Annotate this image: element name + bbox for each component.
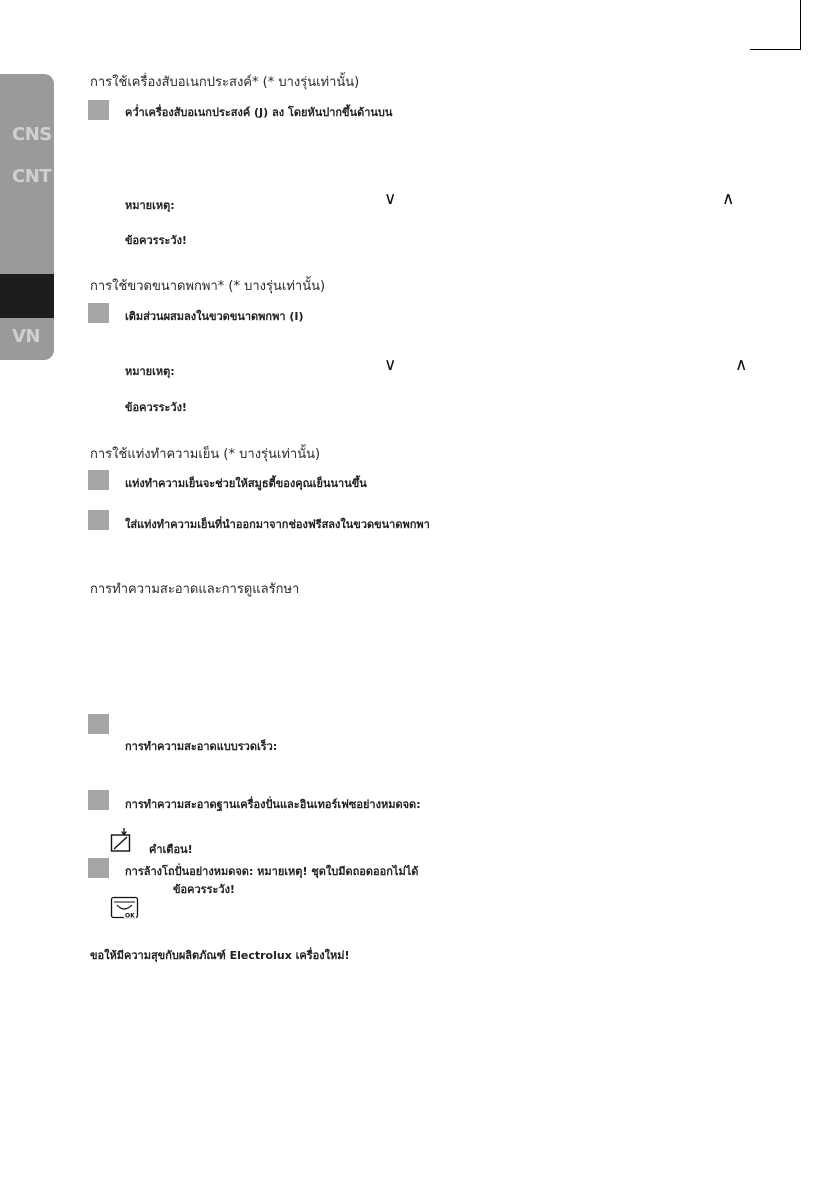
caution-label: ข้อควรระวัง! bbox=[125, 401, 187, 414]
svg-text:OK: OK bbox=[125, 912, 135, 920]
tab-cnt[interactable]: CNT bbox=[12, 166, 52, 187]
crop-mark bbox=[750, 49, 801, 50]
note-label: หมายเหตุ: bbox=[125, 199, 175, 212]
step-text: แท่งทำความเย็นจะช่วยให้สมูธตี้ของคุณเย็นนานขึ้น bbox=[125, 477, 367, 490]
dishwasher-safe-icon bbox=[110, 896, 140, 924]
note-label: หมายเหตุ: bbox=[125, 365, 175, 378]
step-marker bbox=[88, 510, 109, 530]
crop-mark bbox=[800, 0, 801, 50]
warning-label: คำเตือน! bbox=[149, 843, 193, 856]
tab-cns[interactable]: CNS bbox=[12, 124, 52, 145]
deep-clean-jar-label: การล้างโถปั่นอย่างหมดจด: หมายเหตุ! ชุดใบมีดถอดออกไม่ได้ bbox=[125, 865, 419, 878]
tab-vn[interactable]: VN bbox=[12, 326, 40, 347]
section-heading-cleaning: การทำความสะอาดและการดูแลรักษา bbox=[90, 582, 300, 597]
quick-clean-label: การทำความสะอาดแบบรวดเร็ว: bbox=[125, 740, 278, 753]
closing-message: ขอให้มีความสุขกับผลิตภัณฑ์ Electrolux เครื่องใหม่! bbox=[90, 949, 350, 962]
step-marker bbox=[88, 100, 109, 120]
step-marker bbox=[88, 470, 109, 490]
chevron-up-icon: ∧ bbox=[735, 355, 748, 375]
chevron-up-icon: ∧ bbox=[722, 189, 735, 209]
step-text: คว่ำเครื่องสับอเนกประสงค์ (J) ลง โดยหันปากขึ้นด้านบน bbox=[125, 106, 393, 119]
section-heading-blender: การใช้เครื่องสับอเนกประสงค์* (* บางรุ่นเท่านั้น) bbox=[90, 75, 360, 90]
step-marker bbox=[88, 303, 109, 323]
section-heading-cooling: การใช้แท่งทำความเย็น (* บางรุ่นเท่านั้น) bbox=[90, 447, 321, 462]
step-marker bbox=[88, 858, 109, 878]
step-text: เติมส่วนผสมลงในขวดขนาดพกพา (I) bbox=[125, 310, 304, 323]
chevron-down-icon: ∨ bbox=[384, 189, 397, 209]
step-text: ใส่แท่งทำความเย็นที่นำออกมาจากช่องฟรีสลงในขวดขนาดพกพา bbox=[125, 518, 430, 531]
step-marker bbox=[88, 790, 109, 810]
unplug-warning-icon bbox=[110, 827, 134, 857]
language-tab-strip bbox=[0, 74, 54, 360]
caution-label: ข้อควรระวัง! bbox=[125, 234, 187, 247]
section-heading-bottle: การใช้ขวดขนาดพกพา* (* บางรุ่นเท่านั้น) bbox=[90, 279, 326, 294]
tab-current-marker bbox=[0, 274, 54, 318]
chevron-down-icon: ∨ bbox=[384, 355, 397, 375]
step-marker bbox=[88, 714, 109, 734]
caution-label: ข้อควรระวัง! bbox=[173, 883, 235, 896]
deep-clean-base-label: การทำความสะอาดฐานเครื่องปั่นและอินเทอร์เฟซอย่างหมดจด: bbox=[125, 798, 421, 811]
